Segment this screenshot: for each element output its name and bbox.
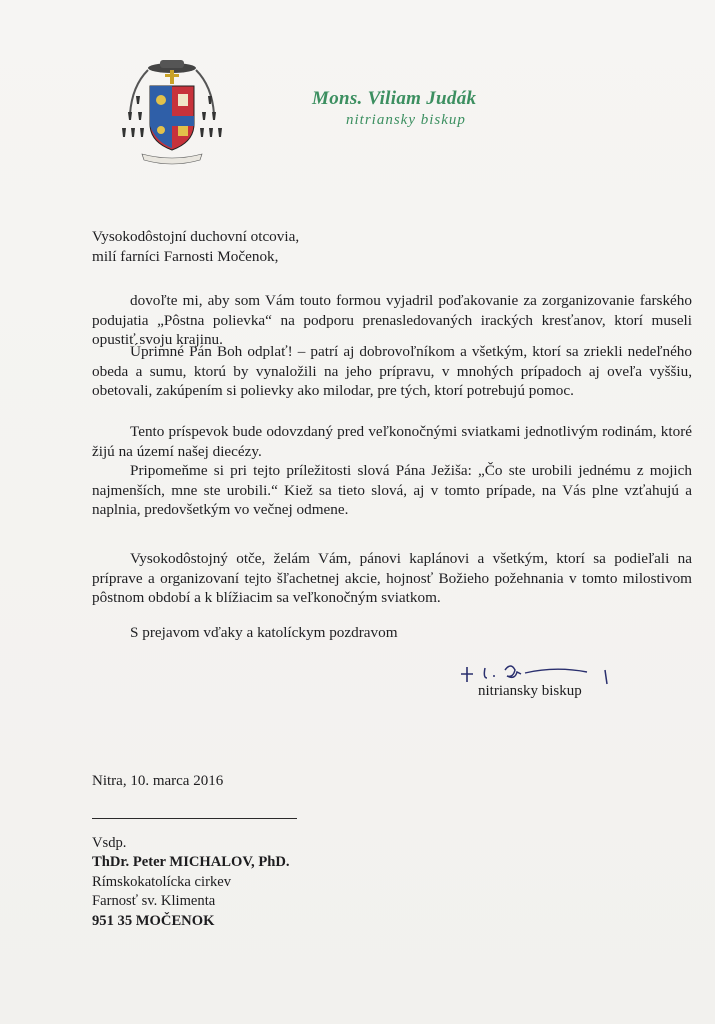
recipient-line-5: 951 35 MOČENOK [92,912,215,929]
paragraph-3 [92,422,692,461]
paragraph-2 [92,342,692,401]
divider [92,818,297,819]
paragraph-text: Úprimné Pán Boh odplať! – patrí aj dobrovoľníkom a všetkým, ktorí sa zriekli nedeľného obeda a sumu, ktorú by vynaložili na jeho prípravu, v mnohých prípadoch aj oveľa vyššiu, obetovali, zakúpením si polievky ako milodar, pre tých, ktorí potrebujú pomoc. [92,343,692,400]
letter-date: Nitra, 10. marca 2016 [92,773,224,789]
recipient-line-1: Vsdp. [92,835,127,851]
paragraph-5 [92,549,692,608]
letterhead [312,88,672,129]
recipient-line-2: ThDr. Peter MICHALOV, PhD. [92,854,290,871]
recipient-address [92,834,290,931]
greeting-line-2: milí farníci Farnosti Močenok, [92,248,279,265]
paragraph-text: Tento príspevok bude odovzdaný pred veľkonočnými sviatkami jednotlivým rodinám, ktoré žijú na území našej diecézy. [92,423,692,460]
signature-caption: nitriansky biskup [478,683,582,699]
paragraph-text: dovoľte mi, aby som Vám touto formou vyjadril poďakovanie za zorganizovanie farského podujatia „Pôstna polievka“ na podporu prenasledovaných irackých kresťanov, ktorí museli opustiť svoju krajinu. [92,292,692,349]
greeting [92,227,692,267]
recipient-line-4: Farnosť sv. Klimenta [92,893,216,910]
bishop-name: Mons. Viliam Judák [312,88,477,109]
bishop-title: nitriansky biskup [346,112,466,128]
closing-line: S prejavom vďaky a katolíckym pozdravom [130,624,398,641]
paragraph-1 [92,291,692,350]
paragraph-text: Vysokodôstojný otče, želám Vám, pánovi kaplánovi a všetkým, ktorí sa podieľali na príprave a organizovaní tejto šľachetnej akcie, hojnosť Božieho požehnania v tomto milostivom pôstnom období a k blížiacim sa veľkonočným sviatkom. [92,550,692,607]
recipient-line-3: Rímskokatolícka cirkev [92,873,232,890]
paragraph-4 [92,461,692,520]
paragraph-text: Pripomeňme si pri tejto príležitosti slová Pána Ježiša: „Čo ste urobili jednému z mojich najmenších, mne ste urobili.“ Kiež sa tieto slová, aj v tomto prípade, na Vás plne vzťahujú a naplnia, predovšetkým vo večnej odmene. [92,462,692,519]
greeting-line-1: Vysokodôstojní duchovní otcovia, [92,228,300,245]
coat-of-arms-icon [112,56,232,168]
